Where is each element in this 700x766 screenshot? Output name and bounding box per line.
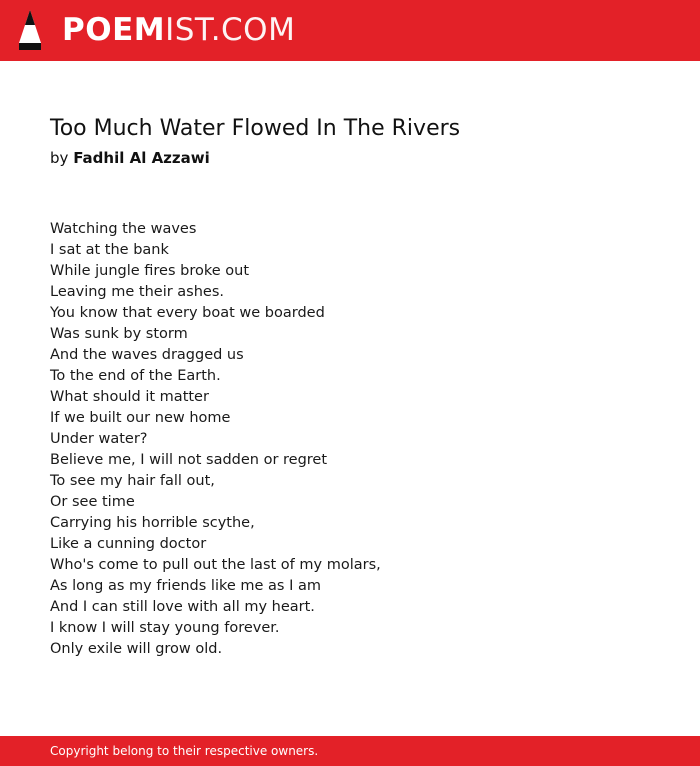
copyright-text: Copyright belong to their respective owners. xyxy=(50,744,319,758)
poem-line: Carrying his horrible scythe, xyxy=(50,515,255,531)
poem-line: And I can still love with all my heart. xyxy=(50,599,315,615)
brand-bold-text: POEM xyxy=(62,12,166,48)
poem-line: To the end of the Earth. xyxy=(50,368,221,384)
poem-line: If we built our new home xyxy=(50,410,231,426)
poem-line: To see my hair fall out, xyxy=(50,473,215,489)
poem-line: As long as my friends like me as I am xyxy=(50,578,321,594)
poem-line: Under water? xyxy=(50,431,148,447)
poem-line: What should it matter xyxy=(50,389,209,405)
poem-line: Was sunk by storm xyxy=(50,326,188,342)
poem-line: Watching the waves xyxy=(50,221,197,237)
poem-title: Too Much Water Flowed In The Rivers xyxy=(50,116,461,141)
poem-line: And the waves dragged us xyxy=(50,347,244,363)
byline xyxy=(50,149,210,167)
poem-line: Believe me, I will not sadden or regret xyxy=(50,452,328,468)
poem-line: I know I will stay young forever. xyxy=(50,620,280,636)
site-header xyxy=(0,0,700,61)
poem-line: Like a cunning doctor xyxy=(50,536,207,552)
poem-line: Only exile will grow old. xyxy=(50,641,223,657)
by-label: by xyxy=(50,149,69,167)
poem-line: Or see time xyxy=(50,494,135,510)
poem-line: You know that every boat we boarded xyxy=(50,305,325,321)
poem-line: I sat at the bank xyxy=(50,242,169,258)
poem-line: Leaving me their ashes. xyxy=(50,284,225,300)
poem-body xyxy=(50,219,381,660)
site-logo-text[interactable] xyxy=(62,12,295,48)
brand-light-text: IST.COM xyxy=(165,12,296,48)
author-name[interactable]: Fadhil Al Azzawi xyxy=(73,149,210,167)
site-footer xyxy=(0,736,700,766)
poem-line: Who's come to pull out the last of my molars, xyxy=(50,557,381,573)
poem-line: While jungle fires broke out xyxy=(50,263,250,279)
pencil-tip-icon[interactable] xyxy=(17,9,43,51)
